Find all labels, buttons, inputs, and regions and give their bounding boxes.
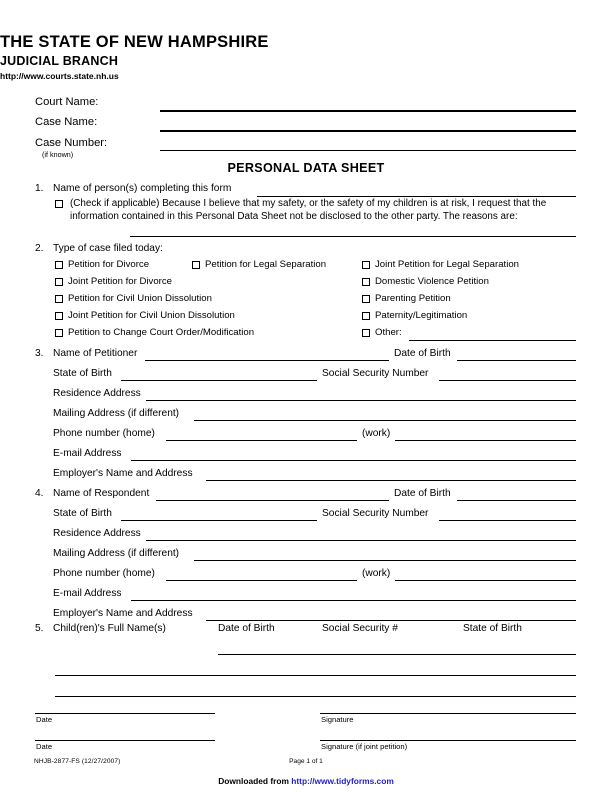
label-parenting-petition: Parenting Petition <box>375 293 451 304</box>
respondent-employer-label: Employer's Name and Address <box>53 608 193 619</box>
case-number-label: Case Number: <box>35 137 108 149</box>
date-label-2: Date <box>36 742 53 751</box>
date-label-1: Date <box>36 715 53 724</box>
label-petition-for-divorce: Petition for Divorce <box>68 259 150 270</box>
respondent-email-rule[interactable] <box>131 600 576 601</box>
checkbox-petition-legal-separation[interactable] <box>192 261 200 269</box>
signature-rule-2[interactable] <box>320 740 576 741</box>
label-other: Other: <box>375 327 402 338</box>
petitioner-dob-label: Date of Birth <box>394 348 451 359</box>
petitioner-dob-rule[interactable] <box>457 360 576 361</box>
label-paternity-legitimation: Paternity/Legitimation <box>375 310 468 321</box>
respondent-dob-label: Date of Birth <box>394 488 451 499</box>
downloaded-from-prefix: Downloaded from <box>218 776 292 786</box>
petitioner-mailing-rule[interactable] <box>194 420 576 421</box>
child-row-2-rule[interactable] <box>55 675 576 676</box>
signature-rule-1[interactable] <box>320 713 576 714</box>
petitioner-employer-label: Employer's Name and Address <box>53 468 193 479</box>
date-rule-1[interactable] <box>35 713 215 714</box>
label-joint-petition-for-divorce: Joint Petition for Divorce <box>68 276 172 287</box>
petitioner-email-rule[interactable] <box>131 460 576 461</box>
item-2-number: 2. <box>35 243 44 254</box>
checkbox-joint-petition-legal-separation[interactable] <box>362 261 370 269</box>
court-name-rule[interactable] <box>160 110 576 112</box>
label-joint-petition-legal-separation: Joint Petition for Legal Separation <box>375 259 519 270</box>
checkbox-petition-civil-union-dissolution[interactable] <box>55 295 63 303</box>
petitioner-ssn-rule[interactable] <box>439 380 576 381</box>
item-5-number: 5. <box>35 623 44 634</box>
case-name-label: Case Name: <box>35 116 98 128</box>
item-3-number: 3. <box>35 348 44 359</box>
respondent-mailing-rule[interactable] <box>194 560 576 561</box>
children-names-column-header: Child(ren)'s Full Name(s) <box>53 623 166 634</box>
respondent-name-rule[interactable] <box>156 500 389 501</box>
checkbox-paternity-legitimation[interactable] <box>362 312 370 320</box>
petitioner-state-of-birth-rule[interactable] <box>121 380 317 381</box>
date-rule-2[interactable] <box>35 740 215 741</box>
case-number-sublabel: (if known) <box>42 150 74 159</box>
label-joint-petition-civil-union-dissolution: Joint Petition for Civil Union Dissolution <box>68 310 235 321</box>
safety-risk-text: (Check if applicable) Because I believe that my safety, or the safety of my children is at risk, I request that the information contained in this Personal Data Sheet not be disclosed to the other party. The reasons are: <box>70 198 547 223</box>
respondent-mailing-label: Mailing Address (if different) <box>53 548 180 559</box>
respondent-email-label: E-mail Address <box>53 588 122 599</box>
checkbox-joint-petition-for-divorce[interactable] <box>55 278 63 286</box>
petitioner-state-of-birth-label: State of Birth <box>53 368 112 379</box>
safety-risk-checkbox[interactable] <box>55 200 63 208</box>
checkbox-parenting-petition[interactable] <box>362 295 370 303</box>
case-number-rule[interactable] <box>160 150 576 151</box>
respondent-name-label: Name of Respondent <box>53 488 150 499</box>
respondent-employer-rule[interactable] <box>206 620 576 621</box>
page-subtitle-branch: JUDICIAL BRANCH <box>0 54 119 68</box>
court-website-url: http://www.courts.state.nh.us <box>0 71 119 81</box>
respondent-ssn-rule[interactable] <box>439 520 576 521</box>
respondent-phone-work-label: (work) <box>362 568 391 579</box>
item-1-label: Name of person(s) completing this form <box>53 183 232 194</box>
petitioner-name-rule[interactable] <box>145 360 389 361</box>
respondent-residence-rule[interactable] <box>146 540 576 541</box>
checkbox-joint-petition-civil-union-dissolution[interactable] <box>55 312 63 320</box>
petitioner-employer-rule[interactable] <box>206 480 576 481</box>
form-number: NHJB-2877-FS (12/27/2007) <box>34 758 121 765</box>
item-1-number: 1. <box>35 183 44 194</box>
children-ssn-column-header: Social Security # <box>322 623 398 634</box>
respondent-state-of-birth-label: State of Birth <box>53 508 112 519</box>
petitioner-residence-label: Residence Address <box>53 388 141 399</box>
petitioner-mailing-label: Mailing Address (if different) <box>53 408 180 419</box>
petitioner-phone-home-rule[interactable] <box>166 440 357 441</box>
respondent-phone-home-label: Phone number (home) <box>53 568 155 579</box>
respondent-phone-work-rule[interactable] <box>395 580 576 581</box>
item-4-number: 4. <box>35 488 44 499</box>
downloaded-from-bar <box>0 776 612 786</box>
signature-label-2: Signature (if joint petition) <box>321 742 408 751</box>
page-number: Page 1 of 1 <box>289 758 323 765</box>
respondent-phone-home-rule[interactable] <box>166 580 357 581</box>
petitioner-name-label: Name of Petitioner <box>53 348 138 359</box>
label-domestic-violence-petition: Domestic Violence Petition <box>375 276 489 287</box>
checkbox-other[interactable] <box>362 329 370 337</box>
respondent-residence-label: Residence Address <box>53 528 141 539</box>
form-title: PERSONAL DATA SHEET <box>227 161 385 175</box>
respondent-dob-rule[interactable] <box>457 500 576 501</box>
case-name-rule[interactable] <box>160 130 576 132</box>
petitioner-phone-home-label: Phone number (home) <box>53 428 155 439</box>
page-title-state: THE STATE OF NEW HAMPSHIRE <box>0 33 269 51</box>
respondent-state-of-birth-rule[interactable] <box>121 520 317 521</box>
petitioner-residence-rule[interactable] <box>146 400 576 401</box>
label-petition-civil-union-dissolution: Petition for Civil Union Dissolution <box>68 293 212 304</box>
respondent-ssn-label: Social Security Number <box>322 508 429 519</box>
child-row-1-rule[interactable] <box>218 654 576 655</box>
children-state-column-header: State of Birth <box>463 623 522 634</box>
signature-label-1: Signature <box>321 715 354 724</box>
petitioner-ssn-label: Social Security Number <box>322 368 429 379</box>
children-dob-column-header: Date of Birth <box>218 623 275 634</box>
petitioner-phone-work-rule[interactable] <box>395 440 576 441</box>
tidyforms-link[interactable]: http://www.tidyforms.com <box>291 776 394 786</box>
label-petition-legal-separation: Petition for Legal Separation <box>205 259 327 270</box>
checkbox-petition-change-court-order[interactable] <box>55 329 63 337</box>
petitioner-email-label: E-mail Address <box>53 448 122 459</box>
court-name-label: Court Name: <box>35 96 99 108</box>
checkbox-domestic-violence-petition[interactable] <box>362 278 370 286</box>
item-2-label: Type of case filed today: <box>53 243 163 254</box>
label-petition-change-court-order: Petition to Change Court Order/Modification <box>68 327 255 338</box>
child-row-3-rule[interactable] <box>55 696 576 697</box>
checkbox-petition-for-divorce[interactable] <box>55 261 63 269</box>
other-case-type-rule[interactable] <box>409 340 576 341</box>
safety-reasons-rule[interactable] <box>130 236 576 237</box>
petitioner-phone-work-label: (work) <box>362 428 391 439</box>
